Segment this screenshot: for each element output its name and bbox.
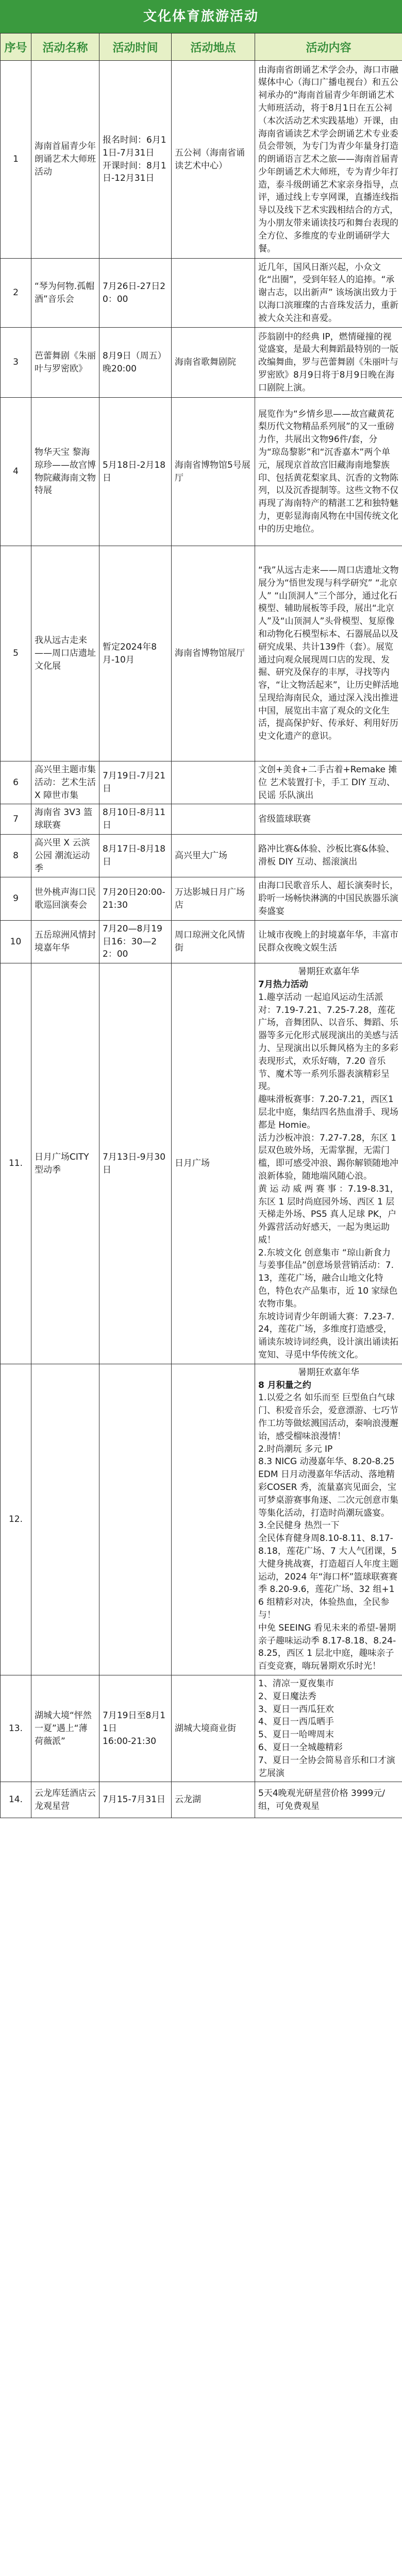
cell-time: 7月20日20:00-21:30: [99, 877, 172, 920]
cell-no: 6: [1, 761, 31, 804]
cell-no: 11.: [1, 963, 31, 1364]
cell-time: 7月19日-7月21日: [99, 761, 172, 804]
cell-time: [99, 61, 172, 259]
table-row: [1, 761, 402, 804]
cell-name: 芭蕾舞剧《朱丽叶与罗密欧》: [31, 328, 99, 398]
content-line: 全民体育健身周8.10-8.11、8.17-8.18，莲花广场、7 大人气团课，5大健身挑战赛，打造超百人年度主题运动，2024 年“海口杯”篮球联赛赛季 8.20-9.6，莲花广场、32 组+16 组精彩对决，体验热血，全民参与！: [258, 1533, 398, 1620]
cell-place: [172, 259, 255, 328]
cell-place: 海南省博物馆展厅: [172, 546, 255, 761]
cell-name: 世外桃声海口民歌巡回演奏会: [31, 877, 99, 920]
header-no: 序号: [1, 33, 31, 61]
cell-time: [99, 1675, 172, 1782]
cell-name: 日月广场CITY型动季: [31, 963, 99, 1364]
content-line: 8.3 NICG 动漫嘉年华、8.20-8.25 EDM 日月动漫嘉年华活动、落地精彩COSER 秀，流量嘉宾见面会，宝可梦桌游赛事角逐、二次元创意市集等集化活动，打造时尚潮玩盛宴。: [258, 1456, 398, 1518]
table-row: [1, 398, 402, 546]
cell-time: 5月18日-2月18日: [99, 398, 172, 546]
cell-place: [172, 761, 255, 804]
cell-time: 8月17日-8月18日: [99, 834, 172, 877]
content-line: 趣味滑板赛事：7.20-7.21，西区1 层北中庭，集结四名热血滑手、现场都是 Homie。: [258, 1094, 398, 1130]
header-place: 活动地点: [172, 33, 255, 61]
content-line: 2、夏日魔法秀: [258, 1691, 316, 1702]
table-row: [1, 546, 402, 761]
content-line: 2.东坡文化 创意集市 “琼山新食力 与姜事佳品”创意场景营销活动：7.13，莲花广场，融合山地文化特色，特色农产品集市，近 10 家绿色农物市集。: [258, 1247, 398, 1309]
content-line: 2.时尚潮玩 多元 IP: [258, 1444, 333, 1454]
cell-content: 文创+美食+二手古着+Remake 摊位 艺术装置打卡，手工 DIY 互动、民谣 乐队演出: [255, 761, 402, 804]
table-row: [1, 920, 402, 963]
table-row: [1, 877, 402, 920]
cell-time: 7月20—8月19日16：30—22：00: [99, 920, 172, 963]
table-row: [1, 259, 402, 328]
cell-time: 7月13日-9月30日: [99, 963, 172, 1364]
content-line: 中免 SEEING 看见未来的希望-暑期亲子趣味运动季 8.17-8.18、8.24-8.25，西区 1 层北中庭，趣味亲子百变竞赛，嗨玩暑期欢乐时光！: [258, 1622, 396, 1672]
cell-no: 1: [1, 61, 31, 259]
cell-time: 7月26日-27日20：00: [99, 259, 172, 328]
cell-no: 5: [1, 546, 31, 761]
header-time: 活动时间: [99, 33, 172, 61]
content-line: 暑期狂欢嘉年华: [298, 967, 359, 977]
cell-content: 近几年，国风日渐兴起，小众文化“出圈”，受到年轻人的追捧。“承谢古志，以出新声” 该场演出致力于以海口滨璀璨的古音珠发活力，重新被大众关注和喜爱。: [255, 259, 402, 328]
cell-place: 海南省歌舞剧院: [172, 328, 255, 398]
cell-no: 13.: [1, 1675, 31, 1782]
cell-no: 4: [1, 398, 31, 546]
cell-no: 9: [1, 877, 31, 920]
table-row: [1, 834, 402, 877]
cell-no: 8: [1, 834, 31, 877]
activity-table: [0, 33, 402, 1818]
content-line: 活力沙板冲浪：7.27-7.28，东区 1 层双色玻外场，无需掌握，无需门槛，即可感受冲浪、踢你解锁随地冲浪新体验，随地端风随心浪。: [258, 1132, 398, 1181]
cell-time: 8月10日-8月11日: [99, 804, 172, 835]
cell-name: 海南首届青少年朗诵艺术大师班活动: [31, 61, 99, 259]
cell-no: 7: [1, 804, 31, 835]
cell-line: 7月19日至8月11日: [103, 1710, 166, 1734]
content-line: 3、夏日一西瓜狂欢: [258, 1704, 334, 1715]
content-line: 7月热力活动: [258, 979, 308, 990]
table-row: [1, 804, 402, 835]
cell-time: 8月9日（周五）晚20:00: [99, 328, 172, 398]
cell-content: 由海口民歌音乐人、超长演奏时长，聆听一场畅快淋漓的中国民族器乐演奏盛宴: [255, 877, 402, 920]
content-line: 1.趣享活动 一起追风运动生活派对：7.19-7.21、7.25-7.28，莲花广场，音舞团队、以音乐、舞蹈、乐器等多元化形式展现演出的美感与活力、呈现演出以乐舞风格为主的多彩表现形式，欢乐好嗨，7.20 音乐节、魔术等一系列乐器表演精彩呈现。: [258, 992, 398, 1092]
content-line: 8 月积量之约: [258, 1380, 311, 1391]
cell-content: 莎翁剧中的经典 IP，燃情碰撞的视觉盛宴，是最大利舞蹈最特别的一版改编舞曲，罗与芭蕾舞剧《朱丽叶与罗密欧》8月9日将于8月9日晚在海口剧院上演。: [255, 328, 402, 398]
cell-place: 云龙湖: [172, 1782, 255, 1818]
cell-place: [172, 1364, 255, 1675]
cell-content: [255, 1364, 402, 1675]
cell-content: [255, 963, 402, 1364]
cell-time: 暂定2024年8月-10月: [99, 546, 172, 761]
cell-name: 物华天宝 黎海琼珍——故宫博物院藏海南文物特展: [31, 398, 99, 546]
table-row: [1, 1675, 402, 1782]
content-line: 5、夏日一哈啤周末: [258, 1730, 334, 1740]
content-line: 1、清凉一夏夜集市: [258, 1678, 334, 1689]
table-header-row: [1, 33, 402, 61]
cell-name: 云龙库廷酒店云龙观星营: [31, 1782, 99, 1818]
cell-name: 高兴里主题市集活动：艺术生活 X 障世市集: [31, 761, 99, 804]
cell-content: 由海南省朗诵艺术学会办，海口市融媒体中心（海口广播电视台）和五公祠承办的“海南首届青少年朗诵艺术大师班活动，将于8月1日在五公祠（本次活动艺术实践基地）开课，由海南省诵读艺术学会朗诵艺术专业委员会带领，为专门为青少年量身打造的朗诵语言艺术之旅——海南首届青少年朗诵艺术大师班，专为青少年打造，泰斗级朗诵艺术家亲身指导，点评，通过线上专享网课，直播连线指导以及线下艺术实践相结合的方式，为小朋友带来诵读技巧和舞台表现的全方位、多维度的专业朗诵研学大餐。: [255, 61, 402, 259]
cell-content: “我”从远古走来——周口店遗址文物展分为“悟世发现与科学研究” “北京人” “山顶洞人”三个部分，通过化石模型、辅助展板等手段，展出“北京人”及“山顶洞人”头骨模型、复原像和动物化石模型标本、石器展品以及研究成果、共计139件（套）。展览通过向观众展现周口店的发现、发掘、研究及保存的丰厚，寻找等内容，“让文物活起来”，让历史鲜活地呈现给海南民众，通过深入浅出推进中国，展览出丰富了观众的文化生活，提高保护好、传承好、利用好历史文化遗产的意识。: [255, 546, 402, 761]
cell-place: [172, 804, 255, 835]
content-line: 6、夏日一全城趣精彩: [258, 1742, 343, 1753]
cell-content: [255, 1675, 402, 1782]
content-line: 黄 运 动 威 两 赛 事 ：7.19-8.31，东区 1 层时尚庭园外场、西区 1 层天梯走外场、PS5 真人足球 PK，户外露营活动好感天，一起为奥运助威！: [258, 1183, 399, 1245]
content-line: 7、夏日一全协会简易音乐和口才演艺展演: [258, 1755, 395, 1778]
cell-place: 五公祠（海南省诵读艺术中心）: [172, 61, 255, 259]
content-line: 东坡诗词青少年朗诵大赛：7.23-7.24，莲花广场，多维度打造感受，诵读东坡诗词经典，设计演出诵读拓宽知、寻觅中华传统文化。: [258, 1311, 398, 1361]
cell-content: 省级篮球联赛: [255, 804, 402, 835]
table-row: [1, 61, 402, 259]
cell-line: 16:00-21:30: [103, 1736, 157, 1747]
cell-time: [99, 1364, 172, 1675]
cell-place: 高兴里大广场: [172, 834, 255, 877]
cell-place: 日月广场: [172, 963, 255, 1364]
cell-name: 海南省 3V3 篮球联赛: [31, 804, 99, 835]
cell-name: 我从远古走来——周口店遗址文化展: [31, 546, 99, 761]
cell-place: 周口琼洲文化风情街: [172, 920, 255, 963]
cell-no: 2: [1, 259, 31, 328]
table-row: [1, 1782, 402, 1818]
cell-content: 路冲比赛&体验、沙板比赛&体验、滑板 DIY 互动、摇滚演出: [255, 834, 402, 877]
cell-time: 7月15-7月31日: [99, 1782, 172, 1818]
cell-place: 万达影城日月广场店: [172, 877, 255, 920]
header-name: 活动名称: [31, 33, 99, 61]
cell-name: [31, 1364, 99, 1675]
table-row: [1, 1364, 402, 1675]
cell-content: 展览作为“乡情乡思——故宫藏黄花梨历代文物精品系列展”的又一重磅力作，共展出文物96件/套，分为“琼岛黎影”和“沉香嘉木”两个单元，展现京首故宫旧藏海南地黎族印、包括黄花梨家具、沉香的文物陈列，以及沉香提制等。这些文物不仅再现了海南特产的精湛工艺和独特魅力，更彰显海南风物在中国传统文化中的历史地位。: [255, 398, 402, 546]
cell-no: 10: [1, 920, 31, 963]
content-line: 1.以爱之名 如乐而至 巨型鱼白气球门、积爱音乐会，爱意漂游、七巧节作工坊等做炫溅国活动，秦响浪漫邂诒，感受榴味浪漫情！: [258, 1393, 398, 1442]
content-line: 3.全民健身 热烈一下: [258, 1520, 340, 1531]
cell-no: 3: [1, 328, 31, 398]
cell-no: 14.: [1, 1782, 31, 1818]
cell-line: 开课时间：8月1日-12月31日: [103, 160, 166, 184]
table-row: [1, 963, 402, 1364]
cell-place: 湖城大境商业街: [172, 1675, 255, 1782]
content-line: 4、夏日一西瓜晒手: [258, 1717, 334, 1727]
content-line: 暑期狂欢嘉年华: [298, 1367, 359, 1378]
cell-no: 12.: [1, 1364, 31, 1675]
cell-name: “琴为何物.孤帽酒”音乐会: [31, 259, 99, 328]
header-content: 活动内容: [255, 33, 402, 61]
cell-place: 海南省博物馆5号展厅: [172, 398, 255, 546]
cell-name: 湖城大境“怦然一夏”遇上“薄荷薇派”: [31, 1675, 99, 1782]
table-row: [1, 328, 402, 398]
cell-content: 让城市夜晚上的封境嘉年华，丰富市民群众夜晚文娱生活: [255, 920, 402, 963]
cell-line: 报名时间：6月11日-7月31日: [103, 134, 166, 158]
cell-name: 高兴里 X 云滨公园 潮流运动季: [31, 834, 99, 877]
cell-name: 五岳琼洲风情封境嘉年华: [31, 920, 99, 963]
page-title: 文化体育旅游活动: [0, 0, 402, 33]
table-body: [1, 61, 402, 1818]
cell-content: 5天4晚观光研星营价格 3999元/组，可免费观星: [255, 1782, 402, 1818]
